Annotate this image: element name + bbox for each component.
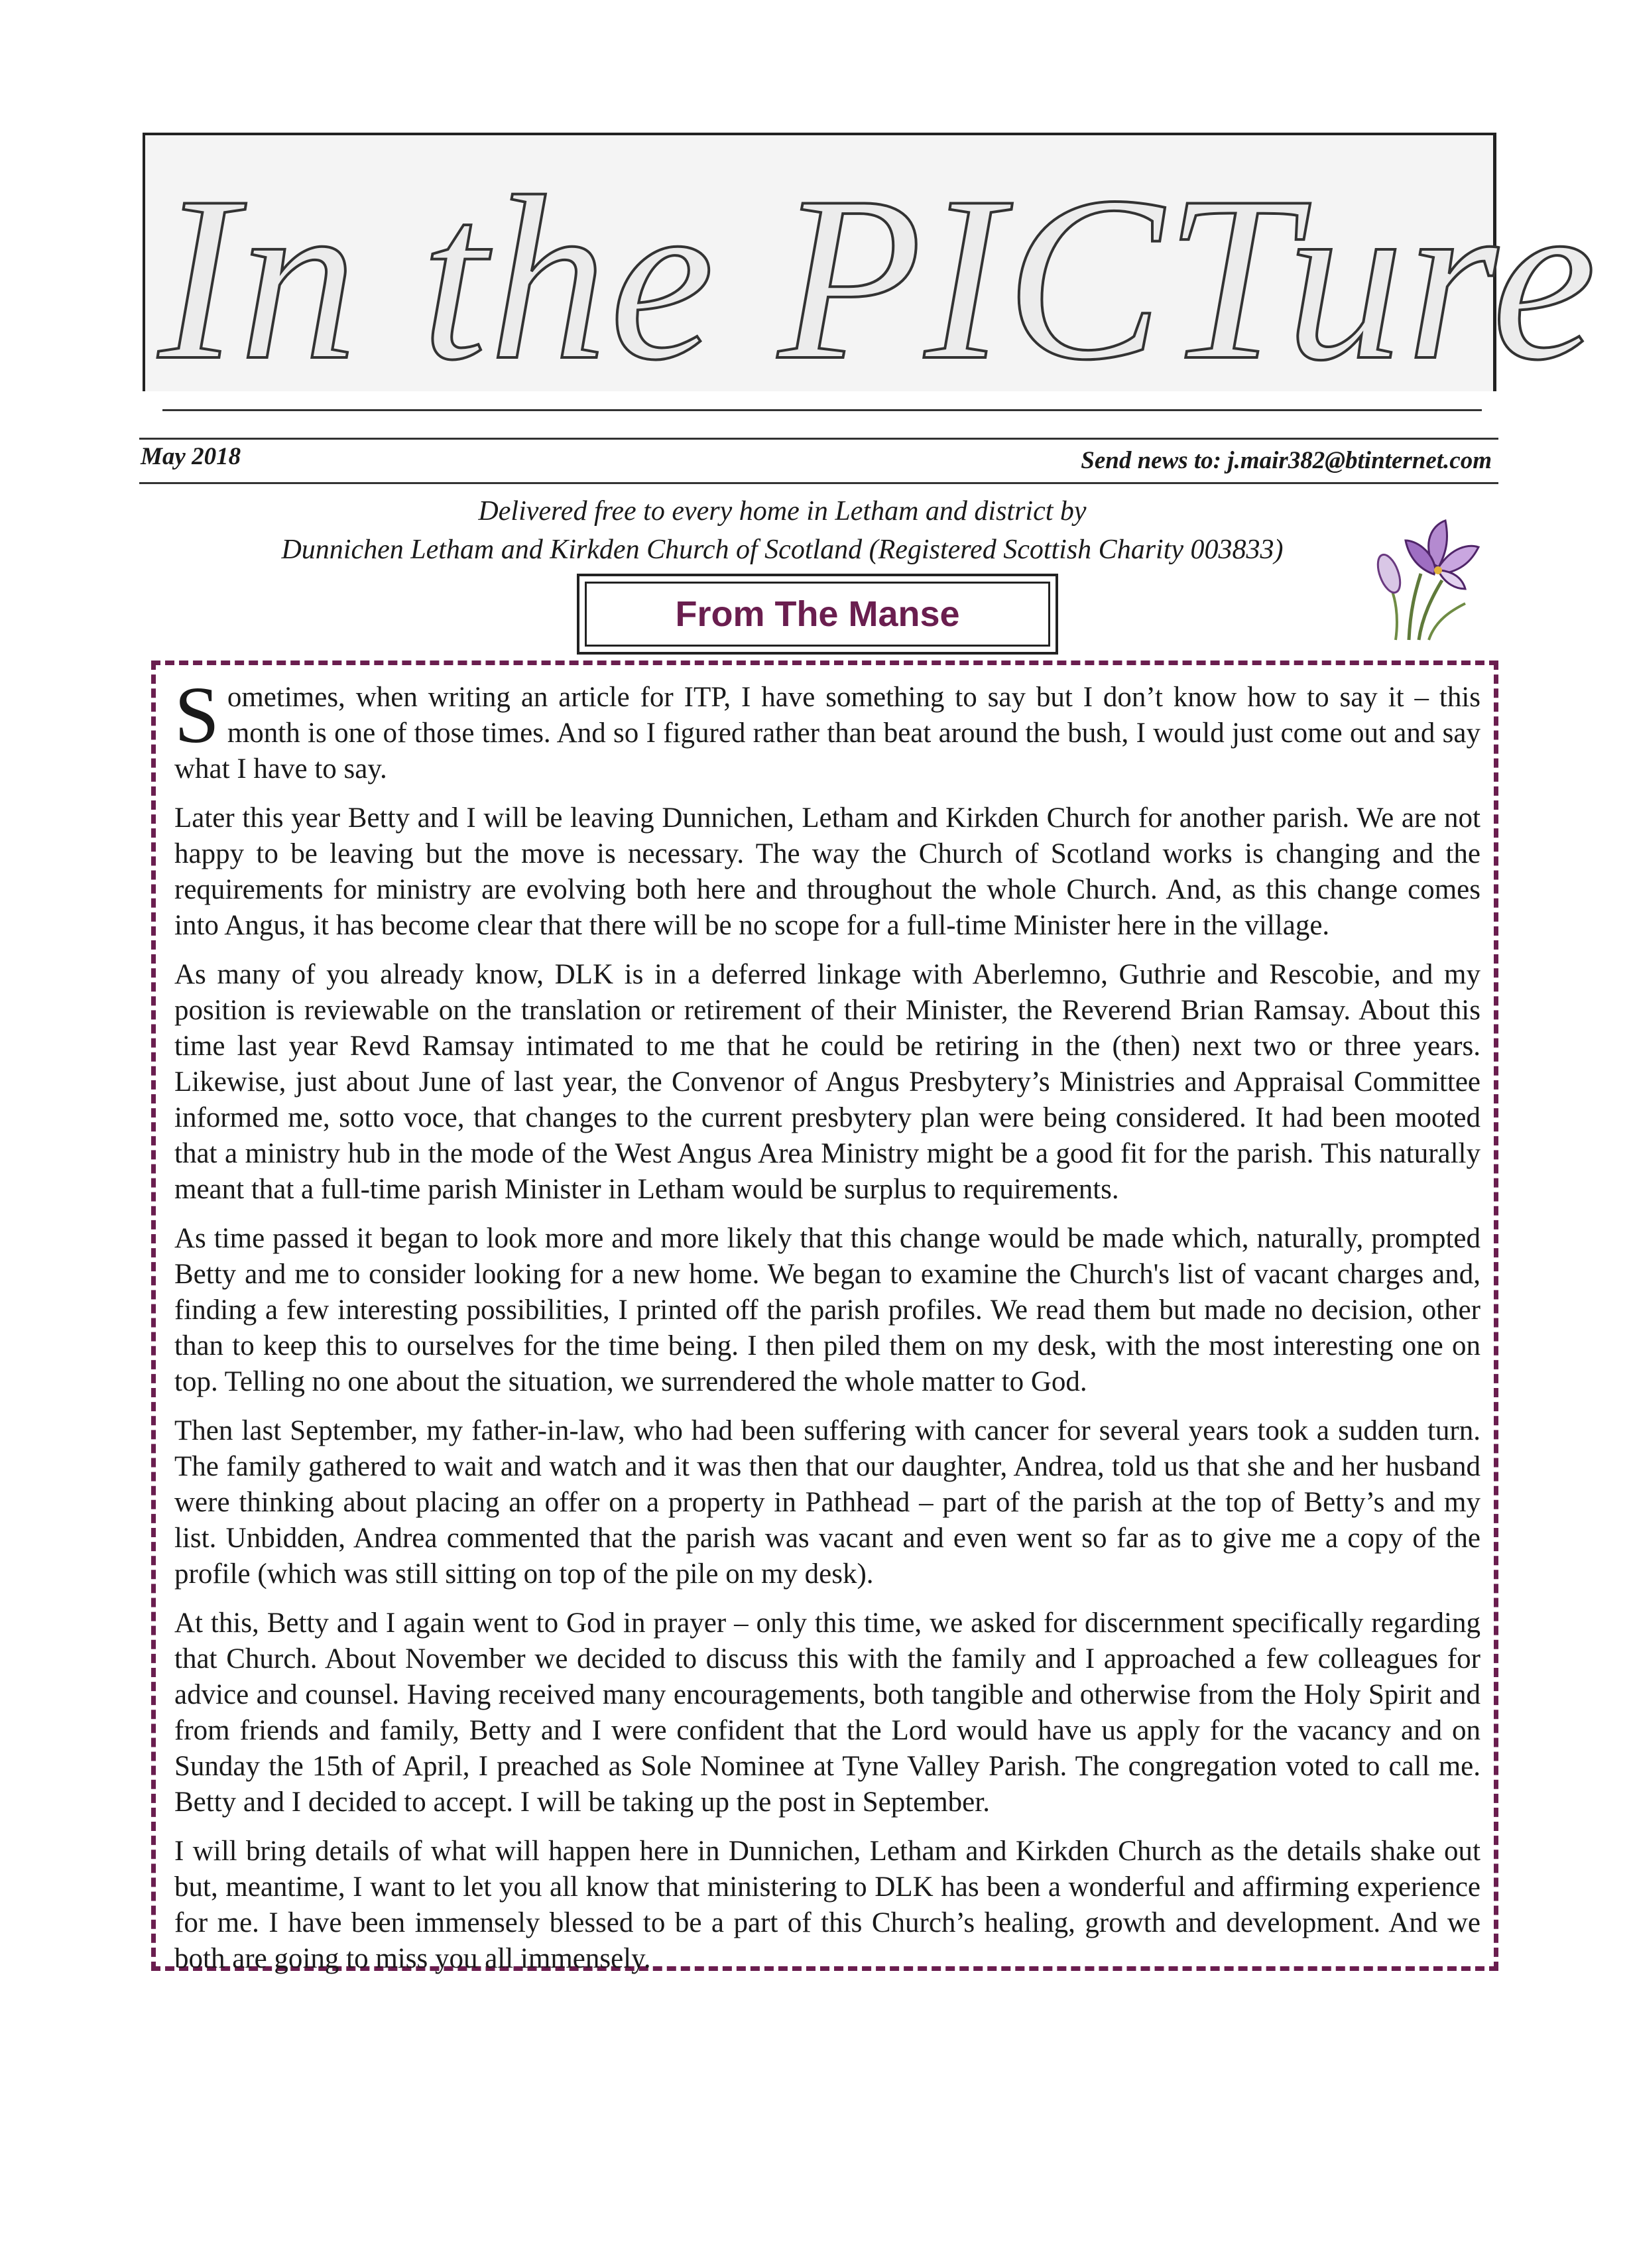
send-news-email: Send news to: j.mair382@btinternet.com: [1081, 447, 1492, 474]
article-paragraph-4: As time passed it began to look more and more likely that this change would be made which, naturally, prompted Betty and me to consider looking for a new home. We began to examine the Church's list of vacant charges and, finding a few interesting possibilities, I printed off the parish profiles. We read them but made no decision, other than to keep this to ourselves for the time being. I then piled them on my desk, with the most interesting one on top. Telling no one about the situation, we surrendered the whole matter to God.: [174, 1223, 1480, 1397]
delivery-line-1: Delivered free to every home in Letham and district by: [478, 496, 1087, 527]
crocus-flower-icon: [1369, 511, 1482, 643]
drop-cap: S: [174, 670, 219, 760]
section-heading-box: [577, 574, 1058, 655]
article-paragraph-7: I will bring details of what will happen here in Dunnichen, Letham and Kirkden Church as the details shake out but, meantime, I want to let you all know that ministering to DLK has been a wonderful and affirming experience for me. I have been immensely blessed to be a part of this Church’s healing, growth and development. And we both are going to miss you all immensely.: [174, 1836, 1480, 1974]
article-box: [151, 661, 1498, 1974]
delivery-line-2: Dunnichen Letham and Kirkden Church of Scotland (Registered Scottish Charity 003833): [281, 535, 1284, 565]
article-paragraph-1-text: ometimes, when writing an article for ITP, I have something to say but I don’t know how to say it – this month is one of those times. And so I figured rather than beat around the bush, I would just come out and say what I have to say.: [174, 682, 1480, 785]
masthead: [143, 133, 1599, 409]
article-paragraph-5: Then last September, my father-in-law, who had been suffering with cancer for several years took a sudden turn. The family gathered to wait and watch and it was then that our daughter, Andrea, told us that she and her husband were thinking about placing an offer on a property in Pathhead – part of the parish at the top of Betty’s and my list. Unbidden, Andrea commented that the parish was vacant and even went so far as to give me a copy of the profile (which was still sitting on top of the pile on my desk).: [174, 1415, 1480, 1590]
article-paragraph-2: Later this year Betty and I will be leaving Dunnichen, Letham and Kirkden Church for another parish. We are not happy to be leaving but the move is necessary. The way the Church of Scotland works is changing and the requirements for ministry are evolving both here and throughout the whole Church. And, as this change comes into Angus, it has become clear that there will be no scope for a full-time Minister here in the village.: [174, 802, 1480, 941]
dateline: [139, 438, 1498, 484]
article-paragraph-3: As many of you already know, DLK is in a deferred linkage with Aberlemno, Guthrie and Rescobie, and my position is reviewable on the translation or retirement of their Minister, the Reverend Brian Ramsay. About this time last year Revd Ramsay intimated to me that he could be retiring in the (then) next two or three years. Likewise, just about June of last year, the Convenor of Angus Presbytery’s Ministries and Appraisal Committee informed me, sotto voce, that changes to the current presbytery plan were being considered. It had been mooted that a ministry hub in the mode of the West Angus Area Ministry might be a good fit for the parish. This naturally meant that a full-time parish Minister in Letham would be surplus to requirements.: [174, 959, 1480, 1205]
masthead-rule: [162, 409, 1482, 411]
article-paragraph-6: At this, Betty and I again went to God in prayer – only this time, we asked for discernment specifically regarding that Church. About November we decided to discuss this with the family and I approached a few colleagues for advice and counsel. Having received many encouragements, both tangible and otherwise from the Holy Spirit and from friends and family, Betty and I were confident that the Lord would have us apply for the vacancy and on Sunday the 15th of April, I preached as Sole Nominee at Tyne Valley Parish. The congregation voted to call me. Betty and I decided to accept. I will be taking up the post in September.: [174, 1607, 1480, 1818]
article-paragraph-1: [174, 670, 1480, 787]
section-heading: From The Manse: [585, 582, 1050, 647]
masthead-title: In the PICTure: [158, 148, 1599, 409]
issue-date: May 2018: [141, 443, 241, 470]
delivery-notice: [199, 492, 1366, 569]
